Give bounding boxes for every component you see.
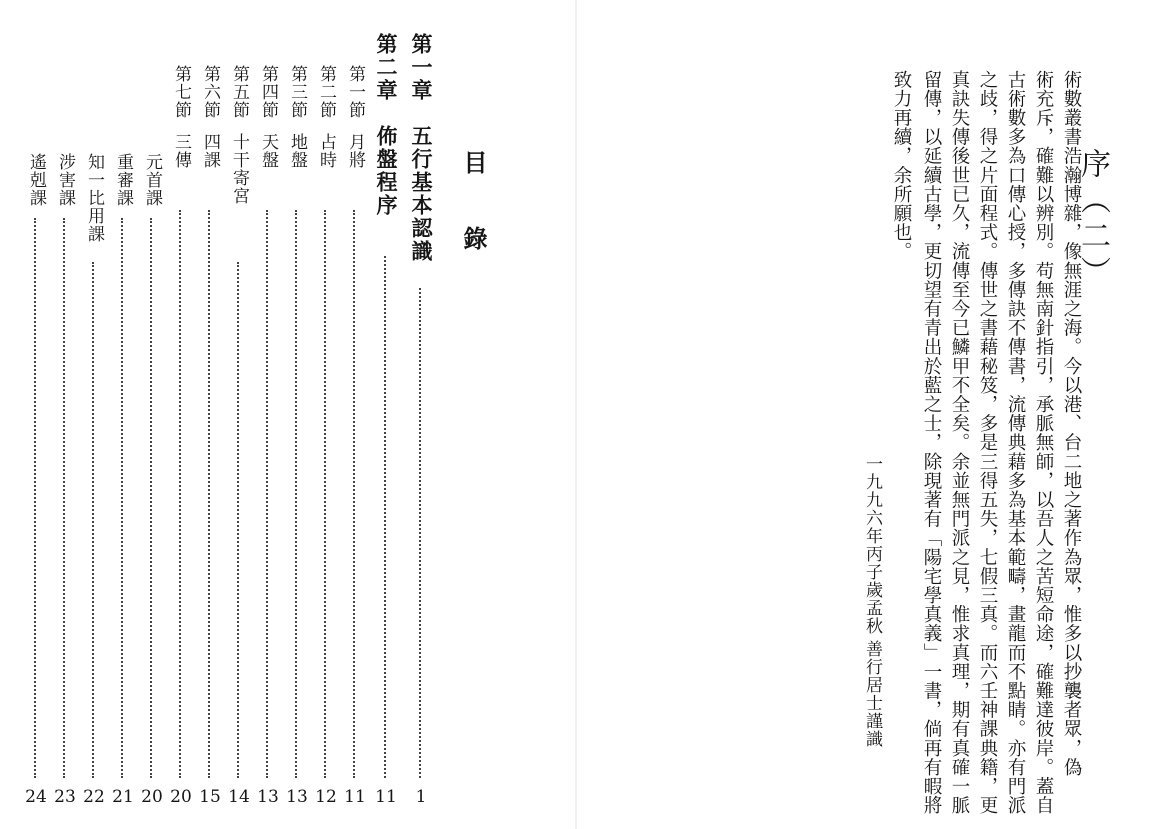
toc-page-number: 11 bbox=[375, 787, 397, 807]
preface-line: 術充斥，確難以辨別。苟無南針指引，承脈無師，以吾人之苦短命途，確難達彼岸。蓋自 bbox=[1033, 70, 1054, 815]
toc-section-title: 天盤 bbox=[258, 133, 278, 169]
preface-line: 術數叢書浩瀚博雜，像無涯之海。今以港、台二地之著作為眾，惟多以抄襲者眾，偽 bbox=[1061, 70, 1082, 777]
toc-page-number: 13 bbox=[286, 787, 308, 807]
toc-section-number: 第四節 bbox=[258, 65, 278, 119]
toc-section-title: 占時 bbox=[316, 133, 336, 169]
toc-page-number: 22 bbox=[83, 787, 105, 807]
preface-line: 真訣失傳後世已久，流傳至今已鱗甲不全矣。余並無門派之見，惟求真理，期有真確一脈 bbox=[949, 70, 970, 815]
toc-section-title: 地盤 bbox=[287, 133, 307, 169]
toc-page-number: 21 bbox=[112, 787, 134, 807]
toc-section-title: 三傳 bbox=[171, 133, 191, 169]
preface-line: 之歧，得之片面程式。傳世之書藉秘笈，多是三得五失，七假三真。而六壬神課典籍，更 bbox=[977, 70, 998, 815]
dot-leader bbox=[295, 210, 297, 778]
preface-line: 留傳，以延續古學，更切望有青出於藍之士，除現著有「陽宅學真義」一書，倘再有暇將 bbox=[921, 70, 942, 815]
toc-section-number: 第五節 bbox=[229, 65, 249, 119]
dot-leader bbox=[384, 256, 386, 778]
dot-leader bbox=[63, 218, 65, 778]
toc-subsection-title: 重審課 bbox=[113, 153, 133, 207]
toc-section-number: 第二節 bbox=[316, 65, 336, 119]
toc-page-number: 20 bbox=[170, 787, 192, 807]
toc-page-number: 14 bbox=[228, 787, 250, 807]
toc-section-number: 第六節 bbox=[200, 65, 220, 119]
dot-leader bbox=[324, 210, 326, 778]
dot-leader bbox=[150, 218, 152, 778]
toc-page-number: 1 bbox=[415, 787, 427, 807]
toc-subsection-title: 遙剋課 bbox=[26, 153, 46, 207]
dot-leader bbox=[208, 210, 210, 778]
toc-page-number: 15 bbox=[199, 787, 221, 807]
toc-section-number: 第三節 bbox=[287, 65, 307, 119]
toc-page-number: 12 bbox=[315, 787, 337, 807]
toc-chapter-title: 第一章 五行基本認識 bbox=[409, 33, 433, 263]
dot-leader bbox=[121, 218, 123, 778]
toc-section-title: 四課 bbox=[200, 133, 220, 169]
toc-page-number: 24 bbox=[25, 787, 47, 807]
toc-page-number: 13 bbox=[257, 787, 279, 807]
toc-section-title: 月將 bbox=[345, 133, 365, 169]
toc-section-number: 第一節 bbox=[345, 65, 365, 119]
dot-leader bbox=[353, 210, 355, 778]
toc-chapter-title: 第二章 佈盤程序 bbox=[374, 33, 398, 217]
toc-page-number: 11 bbox=[344, 787, 366, 807]
toc-title: 目錄 bbox=[459, 150, 487, 302]
toc-page-number: 20 bbox=[141, 787, 163, 807]
toc-subsection-title: 知一比用課 bbox=[84, 153, 104, 243]
dot-leader bbox=[92, 262, 94, 778]
toc-section-number: 第七節 bbox=[171, 65, 191, 119]
preface-line: 致力再續，余所願也。 bbox=[891, 70, 912, 261]
preface-signature: 善行居士謹識 bbox=[862, 640, 882, 748]
dot-leader bbox=[237, 262, 239, 778]
preface-line: 古術數多為口傳心授，多傳訣不傳書，流傳典藉多為基本範疇，畫龍而不點睛。亦有門派 bbox=[1005, 70, 1026, 815]
dot-leader bbox=[419, 288, 421, 778]
dot-leader bbox=[179, 210, 181, 778]
dot-leader bbox=[34, 218, 36, 778]
dot-leader bbox=[266, 210, 268, 778]
preface-title: 序（二） bbox=[1075, 148, 1110, 292]
toc-subsection-title: 涉害課 bbox=[55, 153, 75, 207]
toc-subsection-title: 元首課 bbox=[142, 153, 162, 207]
toc-section-title: 十干寄宮 bbox=[229, 133, 249, 205]
toc-page-number: 23 bbox=[54, 787, 76, 807]
preface-date: 一九九六年丙子歲孟秋 bbox=[862, 455, 882, 635]
